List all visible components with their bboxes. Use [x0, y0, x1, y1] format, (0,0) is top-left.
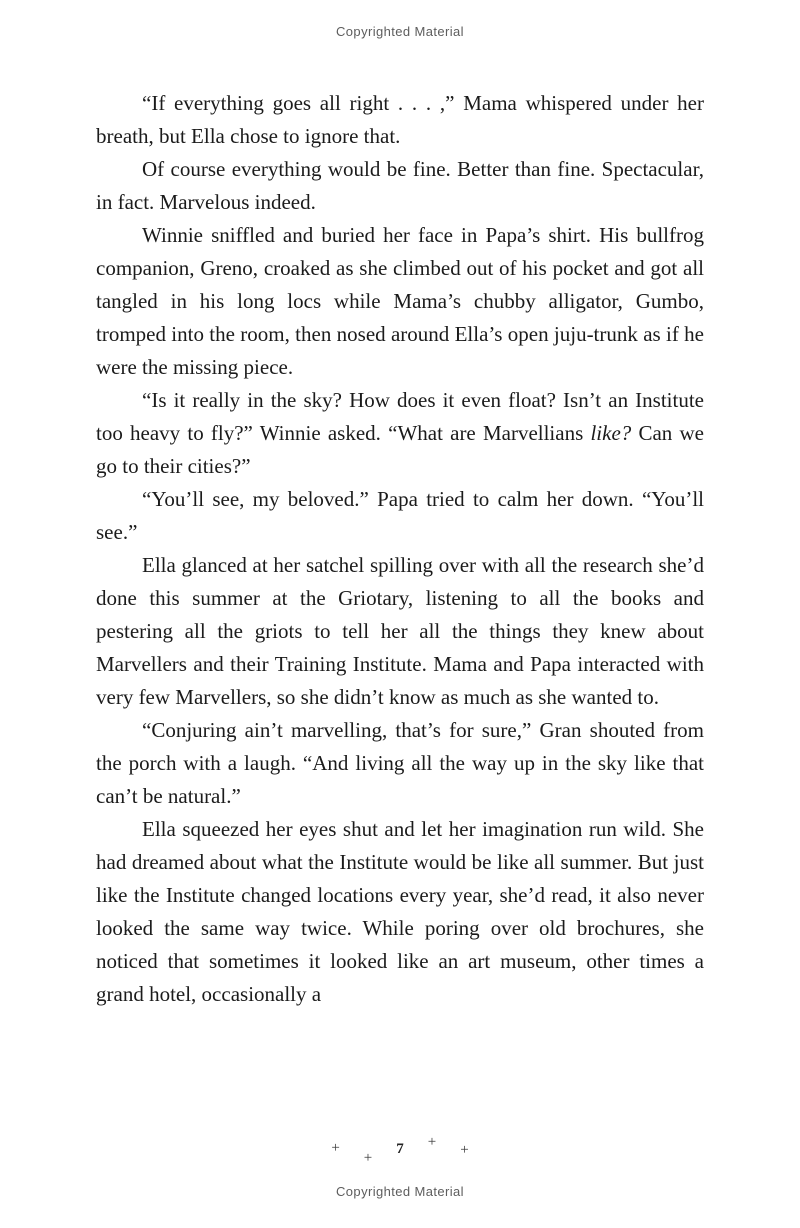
plus-ornament-icon: +	[427, 1134, 437, 1150]
italic-text: like?	[590, 421, 632, 445]
plus-ornament-icon: +	[460, 1142, 469, 1158]
book-text-block	[96, 87, 704, 1011]
page-number: 7	[396, 1141, 404, 1157]
plus-ornament-icon: +	[363, 1150, 373, 1166]
paragraph: “If everything goes all right . . . ,” Mama whispered under her breath, but Ella chose to ignore that.	[96, 91, 704, 148]
paragraph: Ella glanced at her satchel spilling over with all the research she’d done this summer at the Griotary, listening to all the books and pestering all the griots to tell her all the things they knew about Marvellers and their Training Institute. Mama and Papa interacted with very few Marvellers, so she didn’t know as much as she wanted to.	[96, 553, 704, 709]
copyright-notice-bottom: Copyrighted Material	[336, 1184, 464, 1199]
paragraph: Winnie sniffled and buried her face in Papa’s shirt. His bullfrog companion, Greno, croaked as she climbed out of his pocket and got all tangled in his long locs while Mama’s chubby alligator, Gumbo, tromped into the room, then nosed around Ella’s open juju-trunk as if he were the missing piece.	[96, 223, 704, 379]
paragraph: “Conjuring ain’t marvelling, that’s for sure,” Gran shouted from the porch with a laugh. “And living all the way up in the sky like that can’t be natural.”	[96, 718, 704, 808]
paragraph-text: “Is it really in the sky? How does it even float? Isn’t an Institute too heavy to fly?” Winnie asked. “What are Marvellians	[96, 388, 704, 445]
page-folio	[0, 1134, 800, 1166]
paragraph	[96, 384, 704, 483]
paragraph-text: Can we go to their cities?”	[96, 421, 704, 478]
paragraph: “You’ll see, my beloved.” Papa tried to calm her down. “You’ll see.”	[96, 487, 704, 544]
paragraph: Of course everything would be fine. Better than fine. Spectacular, in fact. Marvelous indeed.	[96, 157, 704, 214]
paragraph: Ella squeezed her eyes shut and let her imagination run wild. She had dreamed about what the Institute would be like all summer. But just like the Institute changed locations every year, she’d read, it also never looked the same way twice. While poring over old brochures, she noticed that sometimes it looked like an art museum, other times a grand hotel, occasionally a	[96, 817, 704, 1006]
copyright-notice-top: Copyrighted Material	[336, 24, 464, 39]
plus-ornament-icon: +	[331, 1140, 340, 1156]
